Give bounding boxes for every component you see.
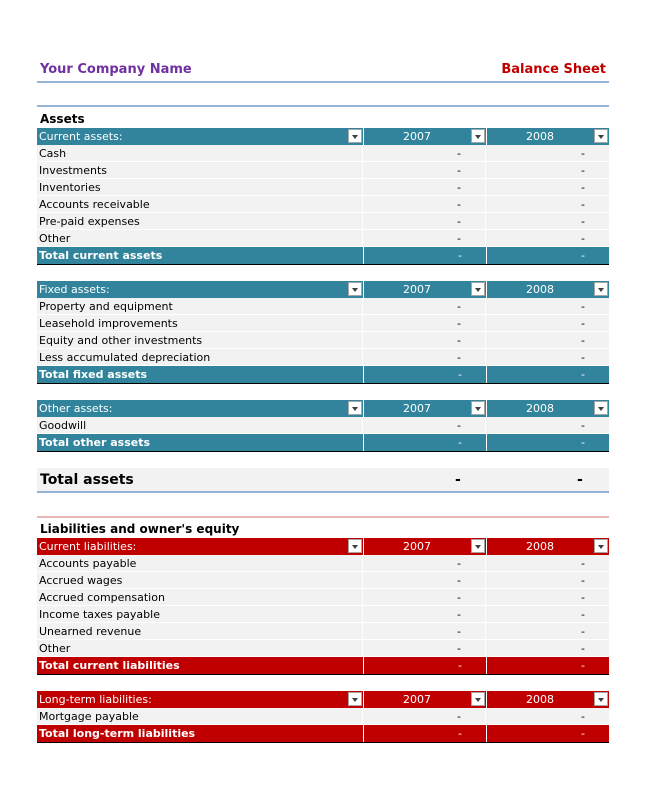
total-value-2008[interactable]: - [581, 436, 585, 449]
longterm-liabilities-total-row [37, 725, 609, 743]
filter-dropdown-icon[interactable] [348, 692, 362, 706]
total-value-2007[interactable]: - [458, 436, 462, 449]
longterm-liabilities-label: Long-term liabilities: [39, 693, 152, 706]
cell-2007[interactable] [364, 572, 486, 588]
year-2007-header: 2007 [403, 402, 431, 415]
row-label: Goodwill [37, 417, 363, 433]
value-2007: - [457, 608, 461, 621]
table-row [37, 708, 609, 725]
cell-2007[interactable] [364, 589, 486, 605]
row-label: Accounts payable [37, 555, 363, 571]
cell-2007[interactable] [364, 349, 486, 365]
table-row [37, 572, 609, 589]
value-2008: - [581, 215, 585, 228]
value-2008: - [581, 419, 585, 432]
value-2008: - [581, 591, 585, 604]
fixed-assets-label: Fixed assets: [39, 283, 110, 296]
value-2007: - [457, 181, 461, 194]
total-value-2007[interactable]: - [458, 727, 462, 740]
cell-2008[interactable] [487, 555, 609, 571]
year-2007-header: 2007 [403, 283, 431, 296]
value-2007: - [457, 351, 461, 364]
value-2008: - [581, 625, 585, 638]
table-row [37, 230, 609, 247]
cell-2007[interactable] [364, 708, 486, 724]
total-label: Total current liabilities [37, 657, 363, 674]
value-2008: - [581, 317, 585, 330]
filter-dropdown-icon[interactable] [471, 539, 485, 553]
current-liabilities-header [37, 538, 609, 555]
filter-dropdown-icon[interactable] [594, 282, 608, 296]
cell-2007[interactable] [364, 145, 486, 161]
current-liabilities-rows [37, 555, 609, 657]
table-row [37, 623, 609, 640]
table-row [37, 555, 609, 572]
row-label: Less accumulated depreciation [37, 349, 363, 365]
value-2008: - [581, 147, 585, 160]
cell-2008[interactable] [487, 708, 609, 724]
sheet-title: Balance Sheet [501, 62, 606, 77]
total-label: Total current assets [37, 247, 363, 264]
current-assets-table [37, 128, 609, 265]
total-value-2007[interactable]: - [458, 659, 462, 672]
table-row [37, 606, 609, 623]
cell-2008[interactable] [487, 179, 609, 195]
longterm-liabilities-table [37, 691, 609, 743]
table-row [37, 162, 609, 179]
value-2007: - [457, 419, 461, 432]
cell-2007[interactable] [364, 623, 486, 639]
table-row [37, 145, 609, 162]
cell-2008[interactable] [487, 417, 609, 433]
row-label: Cash [37, 145, 363, 161]
longterm-liabilities-header [37, 691, 609, 708]
cell-2007[interactable] [364, 298, 486, 314]
row-label: Pre-paid expenses [37, 213, 363, 229]
value-2008: - [581, 642, 585, 655]
other-assets-total-row [37, 434, 609, 452]
cell-2007[interactable] [364, 555, 486, 571]
cell-2007[interactable] [364, 640, 486, 656]
value-2007: - [457, 164, 461, 177]
year-2008-header: 2008 [526, 540, 554, 553]
value-2007: - [457, 574, 461, 587]
value-2008: - [581, 557, 585, 570]
cell-2008[interactable] [487, 230, 609, 246]
total-value-2008[interactable]: - [581, 659, 585, 672]
cell-2007[interactable] [364, 606, 486, 622]
total-value-2007[interactable]: - [458, 368, 462, 381]
value-2007: - [457, 232, 461, 245]
liabilities-section-title: Liabilities and owner's equity [40, 522, 240, 536]
cell-2008[interactable] [487, 640, 609, 656]
current-liabilities-total-row [37, 657, 609, 675]
cell-2008[interactable] [487, 315, 609, 331]
value-2008: - [581, 164, 585, 177]
filter-dropdown-icon[interactable] [348, 282, 362, 296]
filter-dropdown-icon[interactable] [348, 401, 362, 415]
fixed-assets-total-row [37, 366, 609, 384]
value-2007: - [457, 557, 461, 570]
value-2007: - [457, 625, 461, 638]
total-assets-2008[interactable]: - [577, 472, 583, 488]
total-label: Total other assets [37, 434, 363, 451]
cell-2008[interactable] [487, 606, 609, 622]
value-2008: - [581, 710, 585, 723]
total-value-2008[interactable]: - [581, 368, 585, 381]
cell-2008[interactable] [487, 349, 609, 365]
row-label: Equity and other investments [37, 332, 363, 348]
table-row [37, 213, 609, 230]
cell-2007[interactable] [364, 230, 486, 246]
value-2007: - [457, 317, 461, 330]
table-row [37, 349, 609, 366]
cell-2008[interactable] [487, 162, 609, 178]
row-label: Income taxes payable [37, 606, 363, 622]
cell-2007[interactable] [364, 196, 486, 212]
current-liabilities-label: Current liabilities: [39, 540, 137, 553]
filter-dropdown-icon[interactable] [471, 282, 485, 296]
total-value-2007[interactable]: - [458, 249, 462, 262]
cell-2007[interactable] [364, 179, 486, 195]
cell-2007[interactable] [364, 213, 486, 229]
cell-2008[interactable] [487, 298, 609, 314]
value-2008: - [581, 232, 585, 245]
header-rule-top [37, 81, 609, 83]
row-label: Other [37, 230, 363, 246]
cell-2008[interactable] [487, 213, 609, 229]
fixed-assets-header [37, 281, 609, 298]
liabilities-top-rule [37, 516, 609, 518]
assets-section-title: Assets [40, 112, 85, 126]
other-assets-table [37, 400, 609, 452]
fixed-assets-rows [37, 298, 609, 366]
filter-dropdown-icon[interactable] [348, 539, 362, 553]
current-assets-label: Current assets: [39, 130, 123, 143]
value-2007: - [457, 300, 461, 313]
table-row [37, 315, 609, 332]
value-2008: - [581, 574, 585, 587]
total-label: Total fixed assets [37, 366, 363, 383]
assets-end-rule [37, 491, 609, 493]
fixed-assets-table [37, 281, 609, 384]
value-2007: - [457, 198, 461, 211]
filter-dropdown-icon[interactable] [348, 129, 362, 143]
other-assets-header [37, 400, 609, 417]
year-2008-header: 2008 [526, 130, 554, 143]
value-2008: - [581, 334, 585, 347]
total-assets-label: Total assets [40, 472, 134, 488]
value-2007: - [457, 591, 461, 604]
total-assets-2007[interactable]: - [455, 472, 461, 488]
filter-dropdown-icon[interactable] [594, 129, 608, 143]
total-label: Total long-term liabilities [37, 725, 363, 742]
cell-2008[interactable] [487, 589, 609, 605]
total-assets-row [37, 468, 609, 492]
cell-2007[interactable] [364, 162, 486, 178]
other-assets-rows [37, 417, 609, 434]
table-row [37, 589, 609, 606]
cell-2008[interactable] [487, 332, 609, 348]
cell-2007[interactable] [364, 417, 486, 433]
table-row [37, 179, 609, 196]
total-value-2008[interactable]: - [581, 727, 585, 740]
company-name: Your Company Name [40, 62, 192, 77]
row-label: Accrued wages [37, 572, 363, 588]
cell-2007[interactable] [364, 332, 486, 348]
filter-dropdown-icon[interactable] [471, 692, 485, 706]
cell-2008[interactable] [487, 145, 609, 161]
current-liabilities-table [37, 538, 609, 675]
cell-2007[interactable] [364, 315, 486, 331]
year-2007-header: 2007 [403, 130, 431, 143]
row-label: Other [37, 640, 363, 656]
year-2007-header: 2007 [403, 693, 431, 706]
year-2008-header: 2008 [526, 402, 554, 415]
value-2007: - [457, 215, 461, 228]
cell-2008[interactable] [487, 196, 609, 212]
filter-dropdown-icon[interactable] [594, 692, 608, 706]
longterm-liabilities-rows [37, 708, 609, 725]
filter-dropdown-icon[interactable] [471, 401, 485, 415]
filter-dropdown-icon[interactable] [471, 129, 485, 143]
year-2008-header: 2008 [526, 693, 554, 706]
current-assets-total-row [37, 247, 609, 265]
value-2007: - [457, 642, 461, 655]
header-rule-bottom [37, 105, 609, 107]
table-row [37, 640, 609, 657]
year-2007-header: 2007 [403, 540, 431, 553]
row-label: Accounts receivable [37, 196, 363, 212]
row-label: Property and equipment [37, 298, 363, 314]
row-label: Investments [37, 162, 363, 178]
row-label: Leasehold improvements [37, 315, 363, 331]
table-row [37, 332, 609, 349]
value-2008: - [581, 181, 585, 194]
table-row [37, 196, 609, 213]
filter-dropdown-icon[interactable] [594, 401, 608, 415]
current-assets-rows [37, 145, 609, 247]
cell-2008[interactable] [487, 572, 609, 588]
row-label: Mortgage payable [37, 708, 363, 724]
cell-2008[interactable] [487, 623, 609, 639]
other-assets-label: Other assets: [39, 402, 113, 415]
table-row [37, 417, 609, 434]
value-2008: - [581, 300, 585, 313]
value-2008: - [581, 351, 585, 364]
value-2008: - [581, 608, 585, 621]
total-value-2008[interactable]: - [581, 249, 585, 262]
row-label: Inventories [37, 179, 363, 195]
value-2007: - [457, 147, 461, 160]
row-label: Unearned revenue [37, 623, 363, 639]
value-2007: - [457, 710, 461, 723]
year-2008-header: 2008 [526, 283, 554, 296]
row-label: Accrued compensation [37, 589, 363, 605]
filter-dropdown-icon[interactable] [594, 539, 608, 553]
table-row [37, 298, 609, 315]
current-assets-header [37, 128, 609, 145]
value-2008: - [581, 198, 585, 211]
value-2007: - [457, 334, 461, 347]
